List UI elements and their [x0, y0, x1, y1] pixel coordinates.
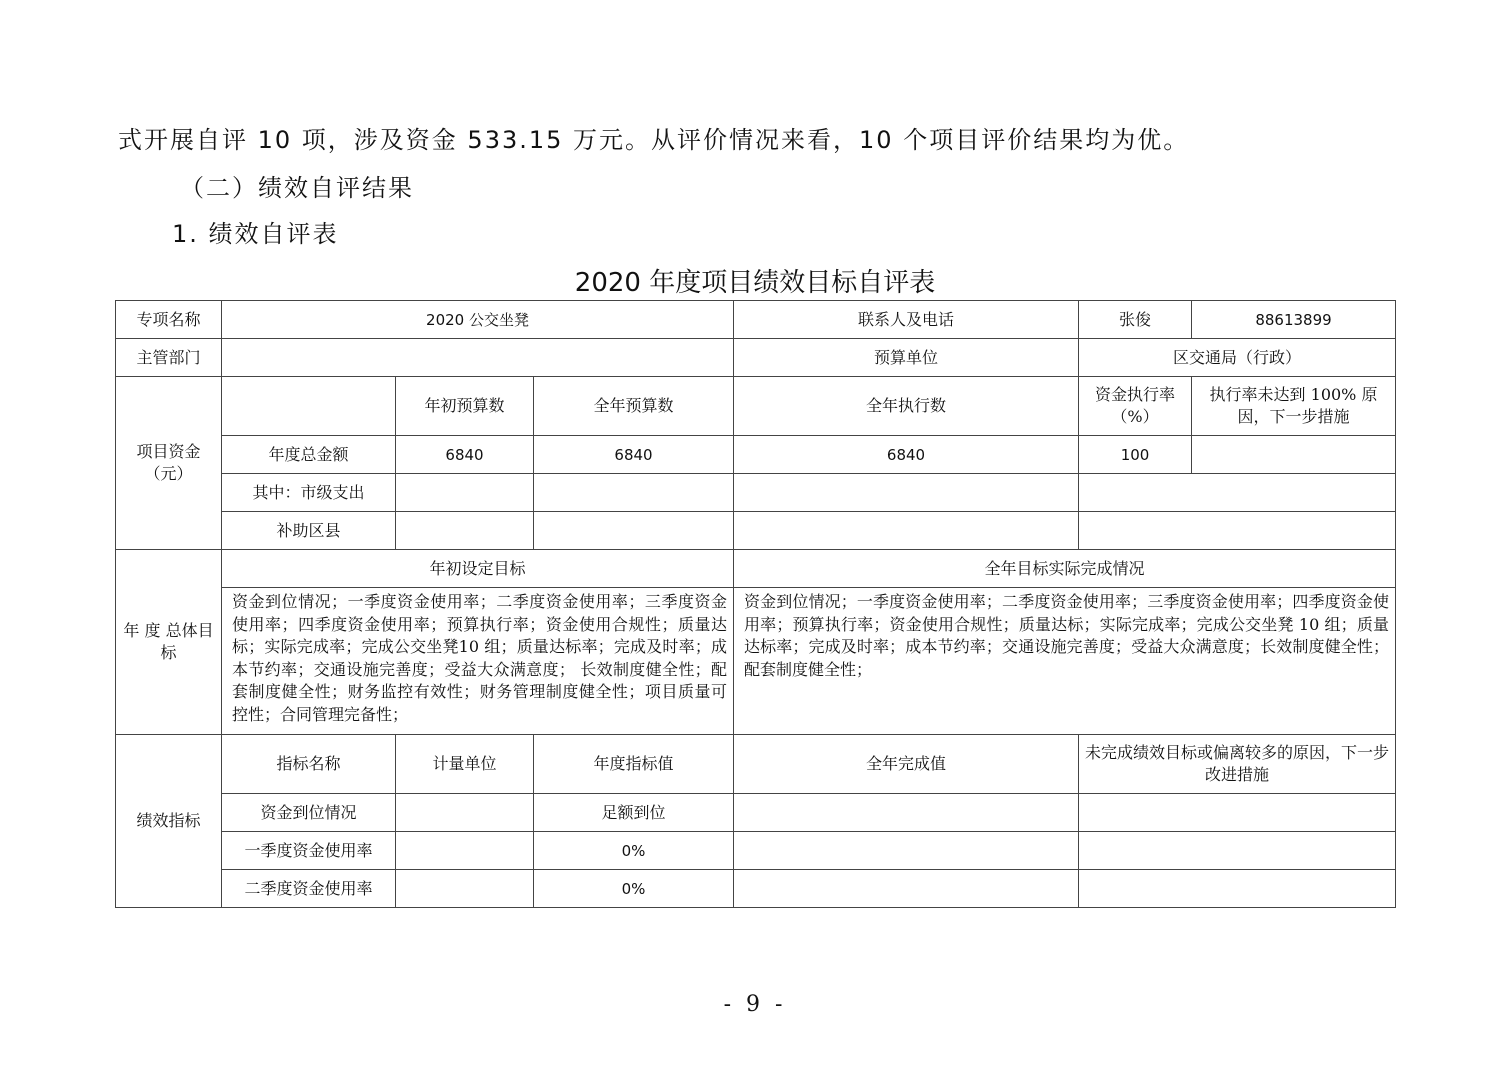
funds-label-text: 项目资金（元）	[136, 442, 201, 483]
funds-row-name: 其中：市级支出	[222, 474, 396, 512]
funds-label	[116, 377, 222, 550]
contact-phone: 88613899	[1192, 301, 1396, 339]
actual-goal-text: 资金到位情况；一季度资金使用率；二季度资金使用率；三季度资金使用率；四季度资金使用率；预算执行率；资金使用合规性；质量达标；实际完成率；完成公交坐凳 10 组；质量达标率；完成及时率；成本节约率；交通设施完善度；受益大众满意度；长效制度健全性；配套制度健全性；	[734, 588, 1396, 735]
header-rate-reason: 执行率未达到 100% 原因，下一步措施	[1192, 377, 1396, 436]
table-row	[116, 301, 1396, 339]
page-number: - 9 -	[723, 992, 787, 1017]
table-row	[116, 870, 1396, 908]
funds-executed	[734, 512, 1079, 550]
indicator-reason	[1079, 870, 1396, 908]
annual-goal-label	[116, 550, 222, 735]
funds-row-name: 补助区县	[222, 512, 396, 550]
indicator-target: 0%	[534, 832, 734, 870]
header-actual-goal: 全年目标实际完成情况	[734, 550, 1396, 588]
funds-reason	[1192, 436, 1396, 474]
table-row	[116, 832, 1396, 870]
indicator-unit	[396, 794, 534, 832]
header-execution-rate: 资金执行率（%）	[1079, 377, 1192, 436]
indicator-reason	[1079, 794, 1396, 832]
funds-rate	[1079, 512, 1396, 550]
budget-unit-value: 区交通局（行政）	[1079, 339, 1396, 377]
performance-evaluation-table	[115, 300, 1396, 908]
annual-goal-label-text: 年 度 总体目标	[123, 621, 214, 662]
table-row	[116, 474, 1396, 512]
funds-rate	[1079, 474, 1396, 512]
funds-initial	[396, 474, 534, 512]
funds-full-year: 6840	[534, 436, 734, 474]
indicator-target: 0%	[534, 870, 734, 908]
indicator-actual	[734, 794, 1079, 832]
header-initial-budget: 年初预算数	[396, 377, 534, 436]
table-row	[116, 735, 1396, 794]
table-row	[116, 550, 1396, 588]
indicator-actual	[734, 832, 1079, 870]
indicator-unit	[396, 870, 534, 908]
table-row	[116, 436, 1396, 474]
contact-name: 张俊	[1079, 301, 1192, 339]
intro-paragraph: 式开展自评 10 项，涉及资金 533.15 万元。从评价情况来看，10 个项目评价结果均为优。	[118, 126, 1190, 154]
indicator-reason	[1079, 832, 1396, 870]
indicators-label: 绩效指标	[116, 735, 222, 908]
table-row	[116, 512, 1396, 550]
project-name-label: 专项名称	[116, 301, 222, 339]
indicator-actual	[734, 870, 1079, 908]
header-deviation-reason: 未完成绩效目标或偏离较多的原因，下一步改进措施	[1079, 735, 1396, 794]
header-target-value: 年度指标值	[534, 735, 734, 794]
funds-row-name: 年度总金额	[222, 436, 396, 474]
indicator-unit	[396, 832, 534, 870]
funds-executed: 6840	[734, 436, 1079, 474]
contact-label: 联系人及电话	[734, 301, 1079, 339]
table-row	[116, 339, 1396, 377]
funds-initial	[396, 512, 534, 550]
funds-initial: 6840	[396, 436, 534, 474]
funds-executed	[734, 474, 1079, 512]
dept-label: 主管部门	[116, 339, 222, 377]
sub-heading: 1. 绩效自评表	[172, 220, 339, 248]
section-heading: （二）绩效自评结果	[180, 174, 414, 202]
funds-rate: 100	[1079, 436, 1192, 474]
header-actual-value: 全年完成值	[734, 735, 1079, 794]
indicator-name: 资金到位情况	[222, 794, 396, 832]
table-row	[116, 588, 1396, 735]
blank-cell	[222, 377, 396, 436]
dept-value	[222, 339, 734, 377]
table-row	[116, 377, 1396, 436]
funds-full-year	[534, 474, 734, 512]
header-executed: 全年执行数	[734, 377, 1079, 436]
indicator-name: 一季度资金使用率	[222, 832, 396, 870]
project-name-value: 2020 公交坐凳	[222, 301, 734, 339]
initial-goal-text: 资金到位情况；一季度资金使用率；二季度资金使用率；三季度资金使用率；四季度资金使用率；预算执行率；资金使用合规性；质量达标；实际完成率；完成公交坐凳10 组；质量达标率；完成及时率；成本节约率；交通设施完善度；受益大众满意度； 长效制度健全性；配套制度健全性；财务监控有效性；财务管理制度健全性；项目质量可控性；合同管理完备性；	[222, 588, 734, 735]
indicator-target: 足额到位	[534, 794, 734, 832]
header-unit: 计量单位	[396, 735, 534, 794]
budget-unit-label: 预算单位	[734, 339, 1079, 377]
header-full-year-budget: 全年预算数	[534, 377, 734, 436]
header-initial-goal: 年初设定目标	[222, 550, 734, 588]
funds-full-year	[534, 512, 734, 550]
header-indicator-name: 指标名称	[222, 735, 396, 794]
indicator-name: 二季度资金使用率	[222, 870, 396, 908]
table-row	[116, 794, 1396, 832]
table-title: 2020 年度项目绩效目标自评表	[574, 268, 936, 298]
